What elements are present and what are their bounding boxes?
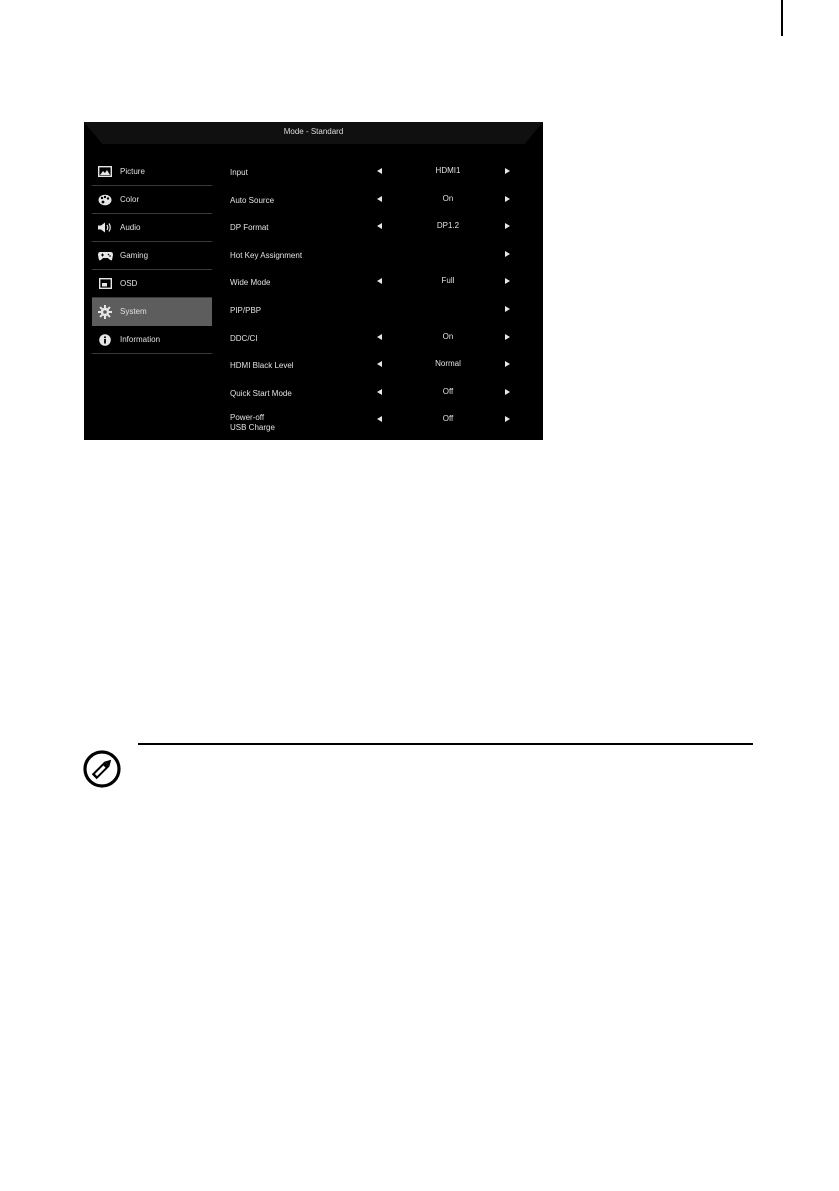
setting-label: Auto Source bbox=[230, 195, 275, 205]
arrow-left-icon[interactable] bbox=[377, 416, 382, 422]
page-margin-line bbox=[781, 0, 783, 36]
sidebar-item-label: Color bbox=[120, 195, 140, 204]
setting-row-hot-key-assignment[interactable] bbox=[227, 241, 527, 269]
sidebar-item-color[interactable] bbox=[92, 186, 212, 214]
sidebar-item-label: Audio bbox=[120, 223, 141, 232]
osd-sidebar bbox=[92, 158, 212, 354]
setting-row-pip-pbp[interactable] bbox=[227, 296, 527, 324]
arrow-right-icon[interactable] bbox=[505, 196, 510, 202]
setting-label-line1: Power-off bbox=[230, 413, 265, 423]
setting-value: DP1.2 bbox=[436, 221, 460, 231]
arrow-right-icon[interactable] bbox=[505, 306, 510, 312]
setting-row-power-off-usb-charge[interactable] bbox=[227, 406, 527, 434]
setting-label: Quick Start Mode bbox=[230, 388, 292, 398]
arrow-left-icon[interactable] bbox=[377, 361, 382, 367]
osd-menu bbox=[84, 122, 543, 440]
setting-value: Full bbox=[441, 276, 455, 286]
picture-icon bbox=[97, 165, 113, 179]
setting-row-wide-mode[interactable] bbox=[227, 268, 527, 296]
setting-label: Input bbox=[230, 168, 248, 177]
sidebar-item-label: System bbox=[120, 307, 147, 316]
sidebar-item-osd[interactable] bbox=[92, 270, 212, 298]
arrow-left-icon[interactable] bbox=[377, 334, 382, 340]
arrow-left-icon[interactable] bbox=[377, 278, 382, 284]
speaker-icon bbox=[97, 221, 113, 235]
setting-label: Hot Key Assignment bbox=[230, 250, 303, 260]
setting-value: Off bbox=[442, 414, 454, 424]
sidebar-item-system[interactable] bbox=[92, 298, 212, 326]
sidebar-item-label: Picture bbox=[120, 167, 145, 176]
arrow-right-icon[interactable] bbox=[505, 168, 510, 174]
osd-title: Mode - Standard bbox=[283, 127, 344, 136]
palette-icon bbox=[97, 193, 113, 207]
sidebar-item-label: Information bbox=[120, 335, 161, 344]
setting-value: On bbox=[442, 331, 454, 341]
arrow-left-icon[interactable] bbox=[377, 389, 382, 395]
arrow-right-icon[interactable] bbox=[505, 223, 510, 229]
arrow-right-icon[interactable] bbox=[505, 361, 510, 367]
setting-row-hdmi-black-level[interactable] bbox=[227, 351, 527, 379]
setting-label: DP Format bbox=[230, 223, 269, 233]
system-settings-list bbox=[227, 158, 527, 434]
setting-value: Off bbox=[442, 386, 454, 396]
sidebar-item-audio[interactable] bbox=[92, 214, 212, 242]
gamepad-icon bbox=[97, 249, 113, 263]
note-pen-icon bbox=[82, 749, 122, 789]
setting-label: HDMI Black Level bbox=[230, 361, 294, 371]
setting-label: DDC/CI bbox=[230, 333, 258, 343]
sidebar-item-gaming[interactable] bbox=[92, 242, 212, 270]
gear-icon bbox=[97, 305, 113, 319]
setting-label: Wide Mode bbox=[230, 278, 271, 288]
arrow-left-icon[interactable] bbox=[377, 168, 382, 174]
arrow-left-icon[interactable] bbox=[377, 196, 382, 202]
info-icon bbox=[97, 333, 113, 347]
setting-row-ddc-ci[interactable] bbox=[227, 324, 527, 352]
setting-row-quick-start-mode[interactable] bbox=[227, 379, 527, 407]
sidebar-item-label: Gaming bbox=[120, 251, 149, 260]
setting-value: Normal bbox=[435, 359, 461, 369]
arrow-right-icon[interactable] bbox=[505, 389, 510, 395]
note-divider bbox=[138, 743, 753, 745]
setting-label-line2: USB Charge bbox=[230, 423, 275, 433]
setting-row-auto-source[interactable] bbox=[227, 186, 527, 214]
setting-label: PIP/PBP bbox=[230, 305, 262, 315]
osd-icon bbox=[97, 277, 113, 291]
sidebar-item-label: OSD bbox=[120, 279, 138, 288]
setting-label bbox=[230, 413, 275, 433]
sidebar-item-information[interactable] bbox=[92, 326, 212, 354]
arrow-right-icon[interactable] bbox=[505, 416, 510, 422]
arrow-left-icon[interactable] bbox=[377, 223, 382, 229]
setting-value: HDMI1 bbox=[435, 166, 461, 175]
arrow-right-icon[interactable] bbox=[505, 278, 510, 284]
setting-value: On bbox=[442, 193, 454, 203]
arrow-right-icon[interactable] bbox=[505, 251, 510, 257]
setting-row-input[interactable] bbox=[227, 158, 527, 186]
arrow-right-icon[interactable] bbox=[505, 334, 510, 340]
sidebar-item-picture[interactable] bbox=[92, 158, 212, 186]
setting-row-dp-format[interactable] bbox=[227, 213, 527, 241]
